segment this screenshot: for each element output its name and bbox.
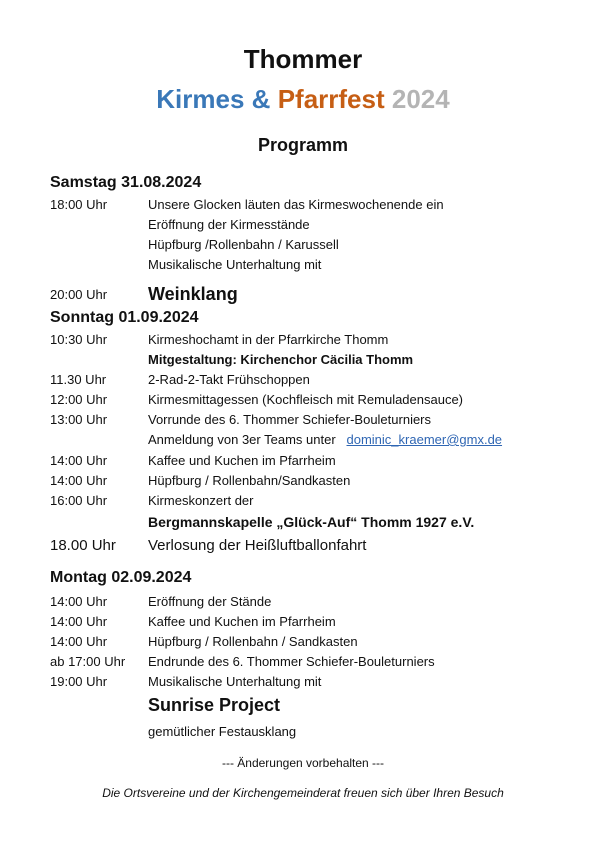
row-text: Eröffnung der Kirmesstände [148,217,310,232]
row-time: 14:00 Uhr [50,614,108,629]
row-text: Musikalische Unterhaltung mit [148,257,322,272]
row-text: Unsere Glocken läuten das Kirmeswochenende ein [148,197,444,212]
row-time: 16:00 Uhr [50,493,108,508]
row-text: Kirmeskonzert der [148,493,254,508]
row-text: Endrunde des 6. Thommer Schiefer-Bouleturniers [148,654,435,669]
row-text: Kaffee und Kuchen im Pfarrheim [148,614,336,629]
row-time: ab 17:00 Uhr [50,654,126,669]
subtitle-ampersand: & [251,84,271,114]
row-time: 11.30 Uhr [50,372,107,387]
registration-text: Anmeldung von 3er Teams unter [148,432,336,447]
row-time: 18:00 Uhr [50,197,108,212]
row-time: 13:00 Uhr [50,412,108,427]
row-text: Hüpfburg /Rollenbahn / Karussell [148,237,339,252]
row-text: Kirmesmittagessen (Kochfleisch mit Remuladensauce) [148,392,464,407]
programm-heading: Programm [257,135,349,155]
row-text-weinklang: Weinklang [148,284,238,304]
row-text: Eröffnung der Stände [148,594,272,609]
subtitle-year: 2024 [391,84,450,114]
row-time: 14:00 Uhr [50,453,108,468]
row-text: Hüpfburg / Rollenbahn / Sandkasten [148,634,358,649]
row-time: 14:00 Uhr [50,473,108,488]
row-time: 14:00 Uhr [50,594,108,609]
row-time: 20:00 Uhr [50,287,108,302]
row-text: Bergmannskapelle „Glück-Auf“ Thomm 1927 e.V. [148,514,475,530]
row-text-sunrise-project: Sunrise Project [148,695,281,715]
row-text [148,432,502,447]
row-text: Verlosung der Heißluftballonfahrt [148,537,367,554]
subtitle-pfarrfest: Pfarrfest [277,84,385,114]
row-text: Kaffee und Kuchen im Pfarrheim [148,453,336,468]
row-time: 19:00 Uhr [50,674,108,689]
row-text: Musikalische Unterhaltung mit [148,674,322,689]
day-heading-saturday: Samstag 31.08.2024 [50,174,202,191]
page-subtitle [0,84,606,114]
row-time: 14:00 Uhr [50,634,108,649]
day-heading-monday: Montag 02.09.2024 [50,569,192,586]
row-text: Mitgestaltung: Kirchenchor Cäcilia Thomm [148,352,414,367]
footer-text: Die Ortsvereine und der Kirchengemeinderat freuen sich über Ihren Besuch [102,786,504,800]
row-text: Vorrunde des 6. Thommer Schiefer-Bouleturniers [148,412,432,427]
row-text: Hüpfburg / Rollenbahn/Sandkasten [148,473,351,488]
page-title: Thommer [243,44,363,74]
row-time: 10:30 Uhr [50,332,108,347]
row-time: 18.00 Uhr [50,537,116,554]
email-link[interactable]: dominic_kraemer@gmx.de [346,432,503,447]
subtitle-kirmes: Kirmes [156,84,245,114]
day-heading-sunday: Sonntag 01.09.2024 [50,309,199,326]
row-text: gemütlicher Festausklang [148,724,297,739]
row-time: 12:00 Uhr [50,392,108,407]
changes-note: --- Änderungen vorbehalten --- [221,756,385,770]
row-text: Kirmeshochamt in der Pfarrkirche Thomm [148,332,389,347]
row-text: 2-Rad-2-Takt Frühschoppen [148,372,310,387]
